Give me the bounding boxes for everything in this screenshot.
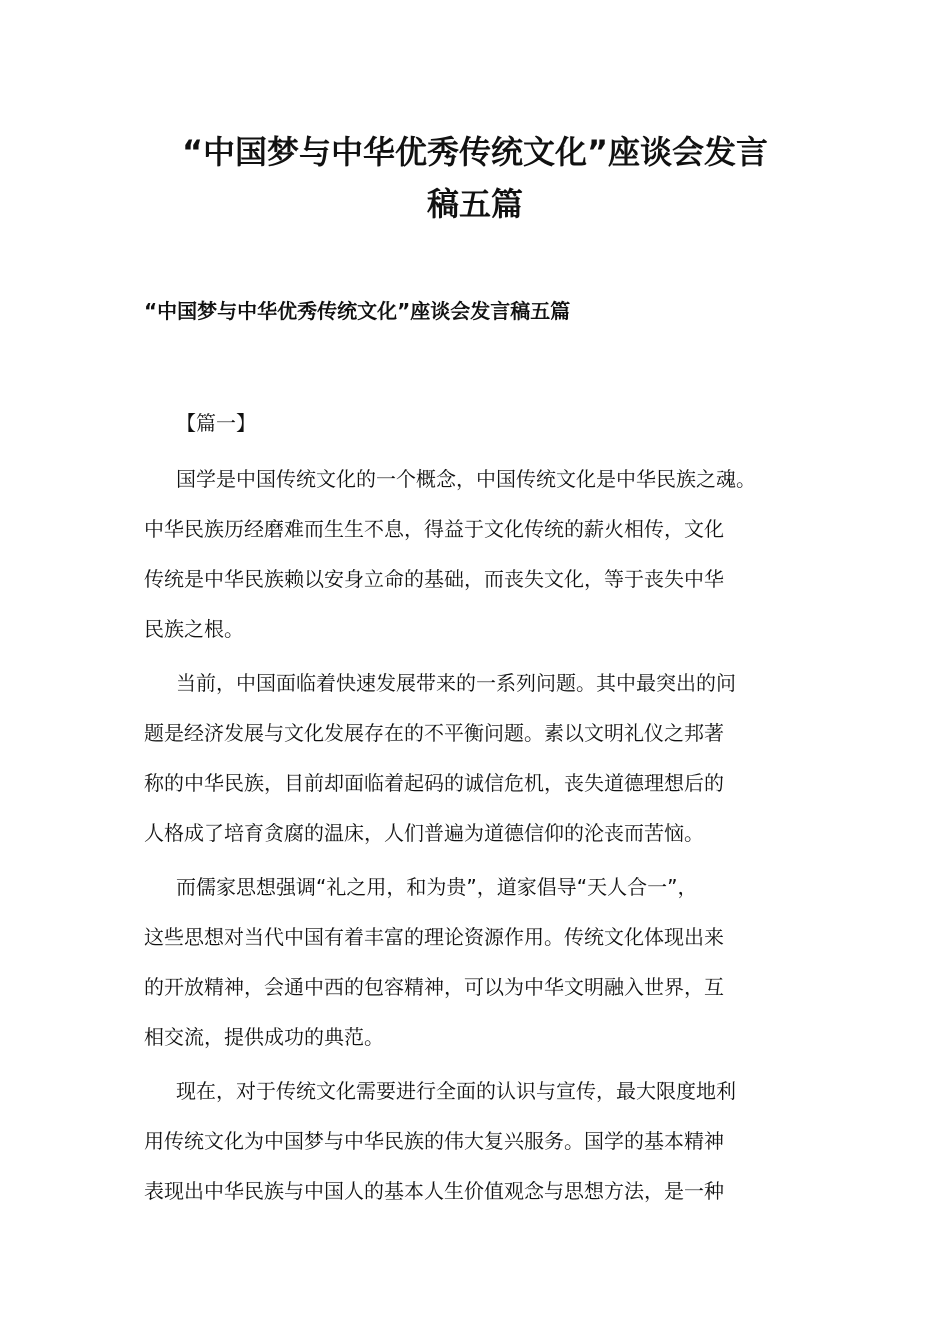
paragraph-line: 人格成了培育贪腐的温床，人们普遍为道德信仰的沦丧而苦恼。 <box>144 821 704 845</box>
paragraph-line: 国学是中国传统文化的一个概念，中国传统文化是中华民族之魂。 <box>176 467 756 491</box>
document-title-line-1: “中国梦与中华优秀传统文化”座谈会发言 <box>181 133 769 171</box>
paragraph-line: 的开放精神，会通中西的包容精神，可以为中华文明融入世界，互 <box>144 975 724 999</box>
paragraph-line: 传统是中华民族赖以安身立命的基础，而丧失文化，等于丧失中华 <box>144 567 724 591</box>
paragraph-line: 而儒家思想强调“礼之用，和为贵”，道家倡导“天人合一”， <box>176 875 698 899</box>
paragraph-line: 相交流，提供成功的典范。 <box>144 1025 384 1049</box>
paragraph-line: 现在，对于传统文化需要进行全面的认识与宣传，最大限度地利 <box>176 1079 736 1103</box>
section-label: 【篇一】 <box>176 411 256 435</box>
paragraph-line: 称的中华民族，目前却面临着起码的诚信危机，丧失道德理想后的 <box>144 771 724 795</box>
paragraph-line: 题是经济发展与文化发展存在的不平衡问题。素以文明礼仪之邦著 <box>144 721 724 745</box>
paragraph-line: 用传统文化为中国梦与中华民族的伟大复兴服务。国学的基本精神 <box>144 1129 724 1153</box>
paragraph-line: 当前，中国面临着快速发展带来的一系列问题。其中最突出的问 <box>176 671 736 695</box>
document-subtitle: “中国梦与中华优秀传统文化”座谈会发言稿五篇 <box>144 299 571 323</box>
paragraph-line: 表现出中华民族与中国人的基本人生价值观念与思想方法，是一种 <box>144 1179 724 1203</box>
paragraph-line: 民族之根。 <box>144 617 244 641</box>
paragraph-line: 中华民族历经磨难而生生不息，得益于文化传统的薪火相传，文化 <box>144 517 724 541</box>
paragraph-line: 这些思想对当代中国有着丰富的理论资源作用。传统文化体现出来 <box>144 925 724 949</box>
document-title-line-2: 稿五篇 <box>426 185 523 223</box>
